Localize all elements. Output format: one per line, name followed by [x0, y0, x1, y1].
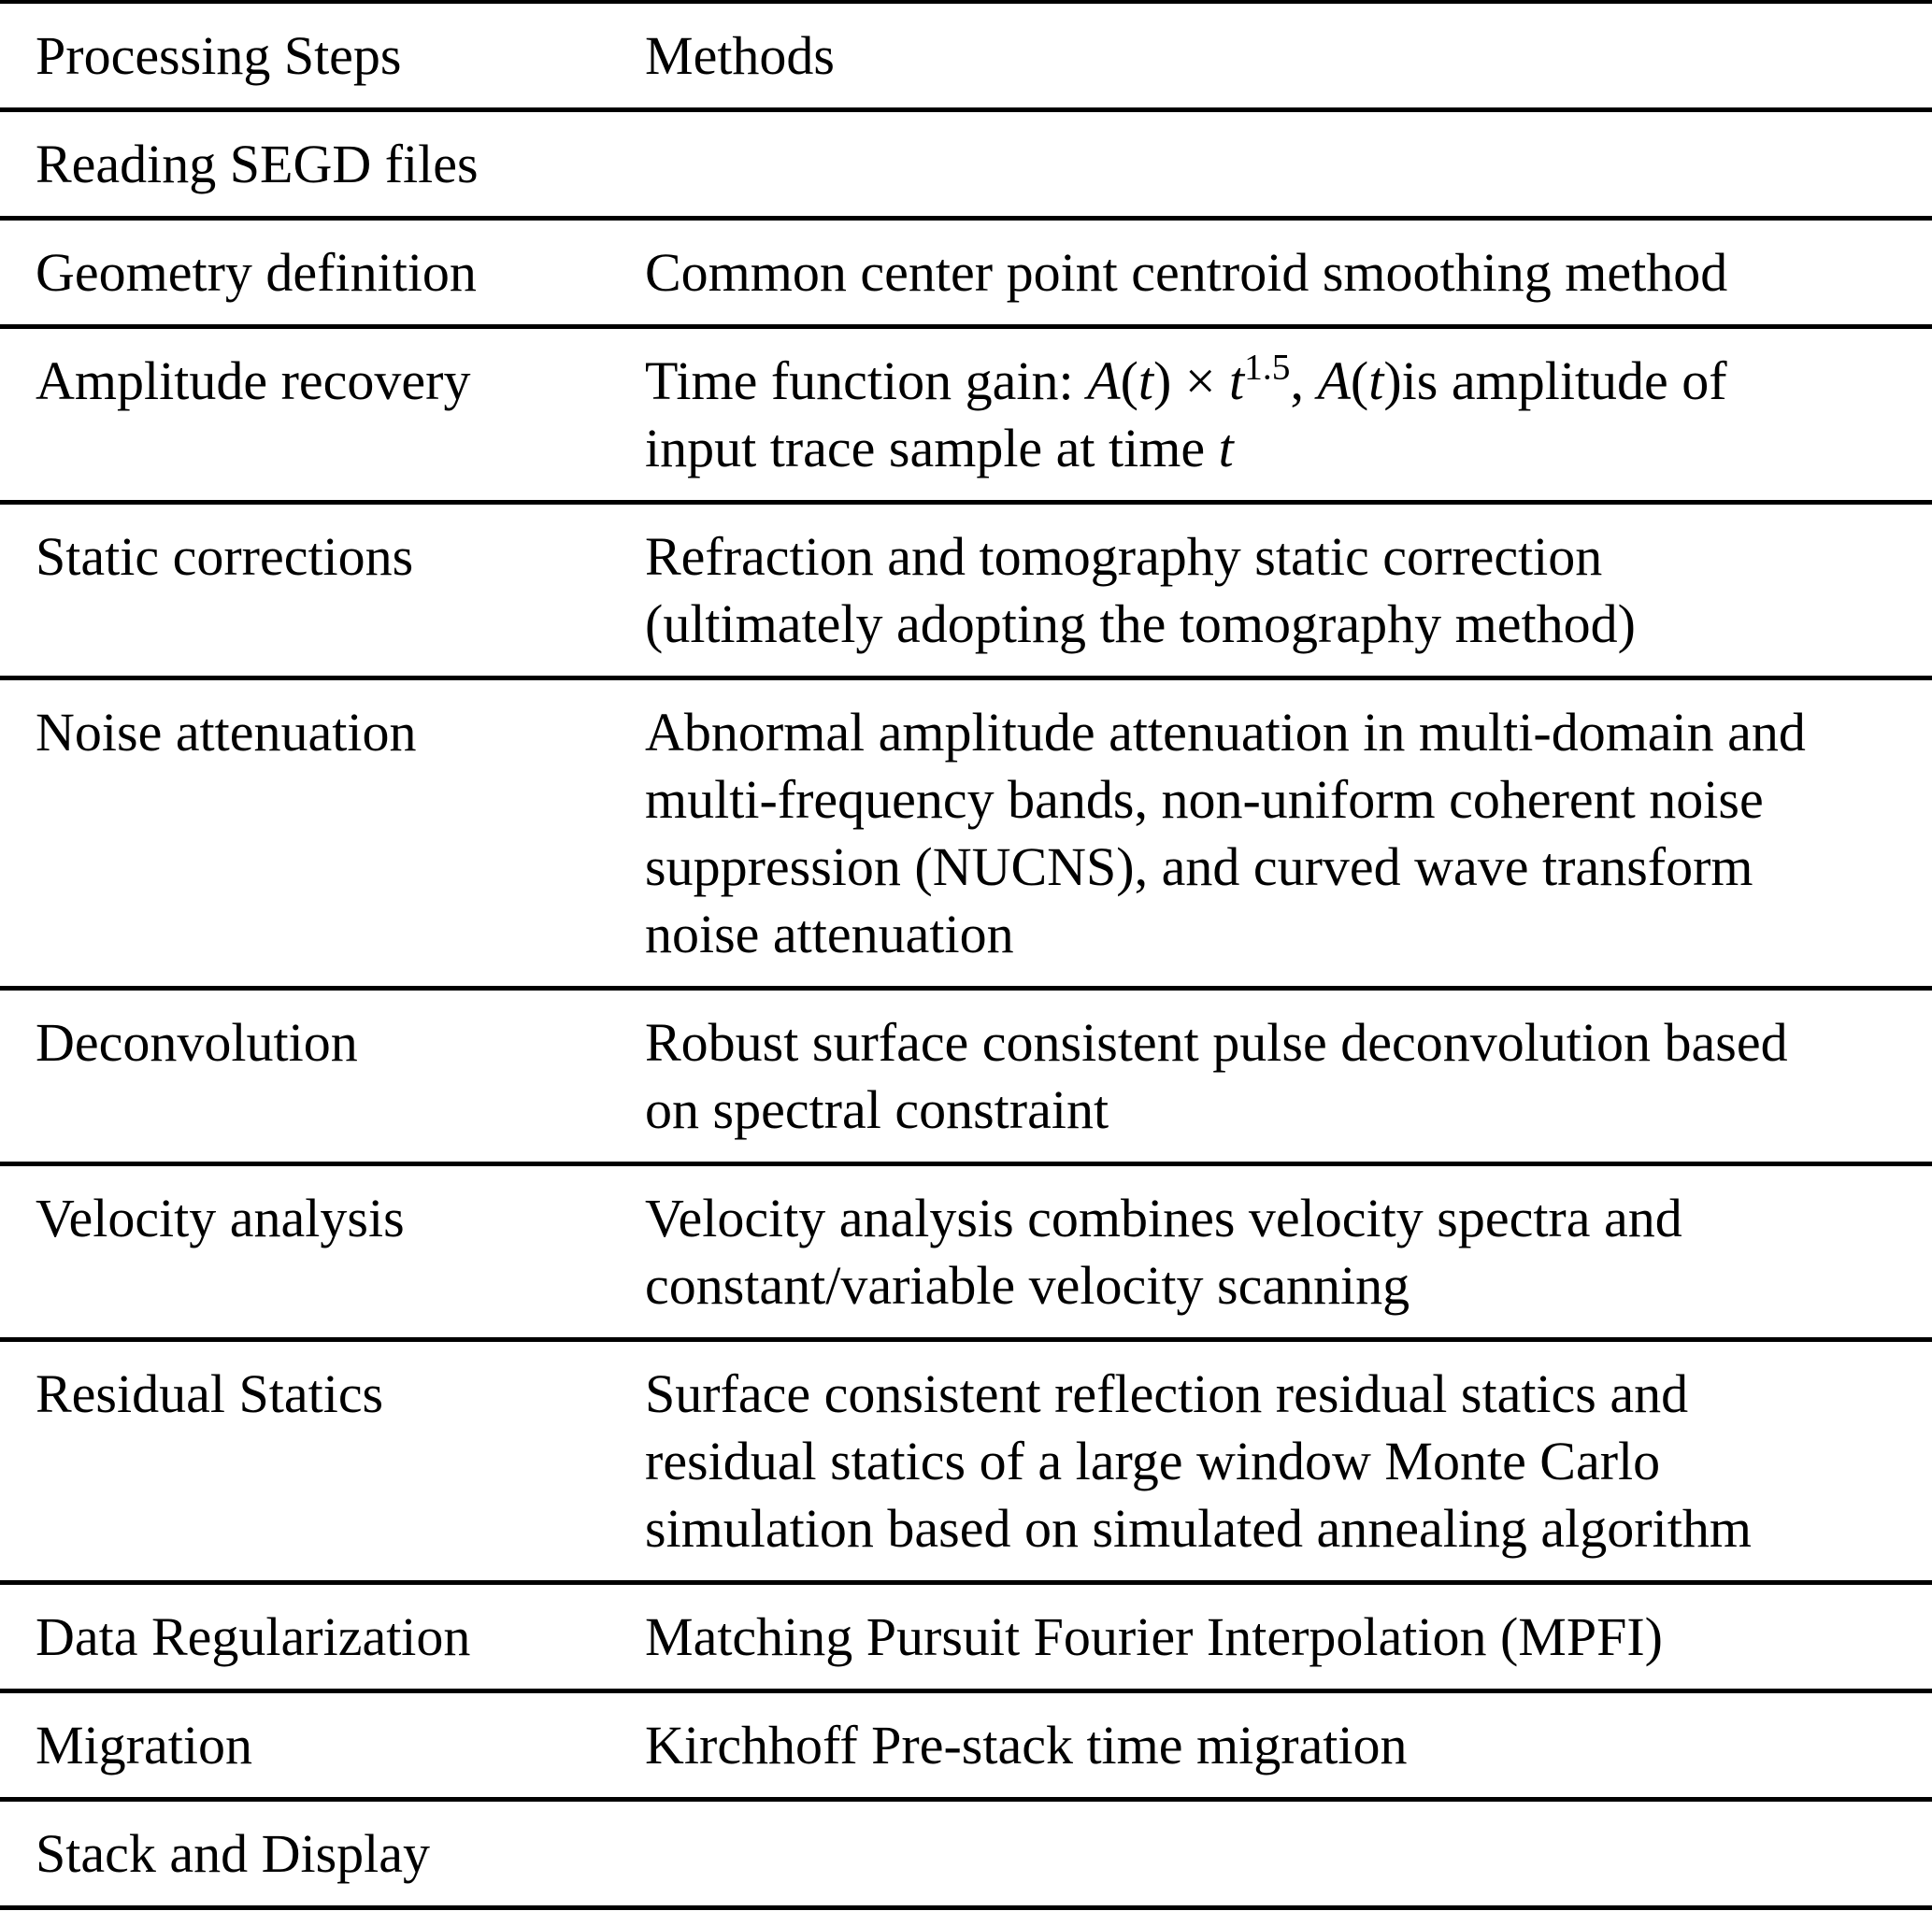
step-cell: Noise attenuation	[0, 678, 645, 989]
step-cell: Reading SEGD files	[0, 110, 645, 219]
method-line: Velocity analysis combines velocity spectra and	[645, 1188, 1682, 1248]
method-line: on spectral constraint	[645, 1079, 1109, 1140]
table-row	[0, 327, 1932, 503]
table-row	[0, 1800, 1932, 1908]
step-cell: Data Regularization	[0, 1583, 645, 1691]
formula-var: t	[1218, 418, 1234, 478]
method-cell	[645, 1800, 1932, 1908]
step-cell: Static corrections	[0, 503, 645, 678]
method-line: residual statics of a large window Monte Carlo	[645, 1431, 1661, 1491]
method-line: simulation based on simulated annealing algorithm	[645, 1498, 1752, 1559]
table-row	[0, 503, 1932, 678]
column-header-methods: Methods	[645, 2, 1932, 110]
method-line: (ultimately adopting the tomography method)	[645, 593, 1636, 654]
table-row	[0, 1340, 1932, 1583]
formula-exponent: 1.5	[1244, 346, 1291, 388]
step-cell: Migration	[0, 1691, 645, 1800]
method-line: Robust surface consistent pulse deconvolution based	[645, 1012, 1788, 1073]
table-row	[0, 110, 1932, 219]
step-cell: Geometry definition	[0, 219, 645, 327]
formula-var: t	[1138, 350, 1154, 411]
method-line: multi-frequency bands, non-uniform coherent noise	[645, 769, 1764, 830]
method-cell	[645, 1340, 1932, 1583]
step-cell: Residual Statics	[0, 1340, 645, 1583]
method-formula-line: input trace sample at time t	[645, 418, 1234, 478]
method-line: Common center point centroid smoothing method	[645, 242, 1728, 303]
table-row	[0, 989, 1932, 1164]
step-cell: Velocity analysis	[0, 1164, 645, 1340]
step-cell: Deconvolution	[0, 989, 645, 1164]
formula-var: A	[1087, 350, 1121, 411]
method-line: noise attenuation	[645, 904, 1014, 964]
table-header-row	[0, 2, 1932, 110]
column-header-processing-steps: Processing Steps	[0, 2, 645, 110]
method-line: constant/variable velocity scanning	[645, 1255, 1410, 1316]
table-row	[0, 1583, 1932, 1691]
method-line: suppression (NUCNS), and curved wave transform	[645, 836, 1753, 897]
method-line: Surface consistent reflection residual statics and	[645, 1363, 1689, 1424]
method-line: Refraction and tomography static correction	[645, 526, 1603, 587]
step-cell: Stack and Display	[0, 1800, 645, 1908]
table-row	[0, 678, 1932, 989]
formula-var: t	[1368, 350, 1384, 411]
table-row	[0, 219, 1932, 327]
method-cell	[645, 219, 1932, 327]
formula-var: t	[1229, 350, 1245, 411]
method-cell	[645, 503, 1932, 678]
method-line: Matching Pursuit Fourier Interpolation (MPFI)	[645, 1606, 1664, 1667]
method-formula-line: Time function gain: $A(t) \times t^{1.5}$, A(t)is amplitude of	[645, 346, 1727, 411]
method-cell	[645, 1164, 1932, 1340]
method-cell	[645, 110, 1932, 219]
method-cell	[645, 327, 1932, 503]
formula-var: A	[1317, 350, 1351, 411]
step-cell: Amplitude recovery	[0, 327, 645, 503]
table-row	[0, 1691, 1932, 1800]
table-row	[0, 1164, 1932, 1340]
method-line: Kirchhoff Pre-stack time migration	[645, 1715, 1408, 1776]
method-cell	[645, 1583, 1932, 1691]
formula-text: Time function gain:	[645, 350, 1088, 411]
method-line: Abnormal amplitude attenuation in multi-domain and	[645, 702, 1806, 763]
method-cell	[645, 989, 1932, 1164]
method-cell	[645, 678, 1932, 989]
method-cell	[645, 1691, 1932, 1800]
